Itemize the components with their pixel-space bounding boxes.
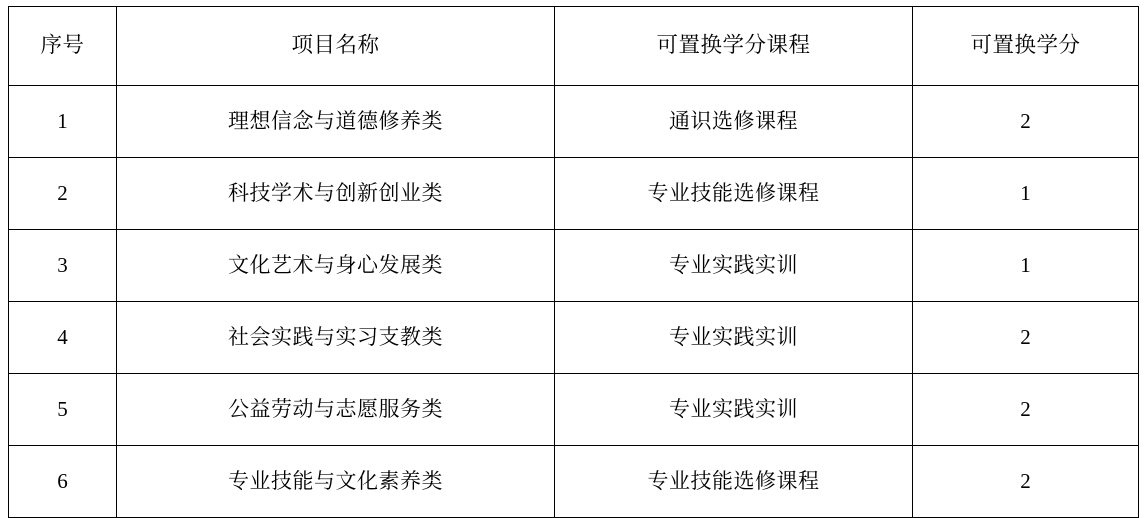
cell-credit: 2: [913, 86, 1139, 158]
table-header-row: [9, 7, 1139, 86]
cell-project-name: 理想信念与道德修养类: [117, 86, 555, 158]
cell-credit: 2: [913, 302, 1139, 374]
column-header-replaceable-credit: 可置换学分: [913, 7, 1139, 86]
column-header-no: 序号: [9, 7, 117, 86]
table-row: [9, 302, 1139, 374]
cell-course: 专业技能选修课程: [555, 158, 913, 230]
column-header-project-name: 项目名称: [117, 7, 555, 86]
cell-no: 6: [9, 446, 117, 518]
column-header-replaceable-course: 可置换学分课程: [555, 7, 913, 86]
cell-no: 4: [9, 302, 117, 374]
cell-course: 专业实践实训: [555, 374, 913, 446]
cell-credit: 2: [913, 446, 1139, 518]
cell-project-name: 公益劳动与志愿服务类: [117, 374, 555, 446]
cell-no: 1: [9, 86, 117, 158]
cell-no: 5: [9, 374, 117, 446]
cell-course: 通识选修课程: [555, 86, 913, 158]
cell-course: 专业技能选修课程: [555, 446, 913, 518]
cell-course: 专业实践实训: [555, 302, 913, 374]
cell-no: 3: [9, 230, 117, 302]
table-row: [9, 86, 1139, 158]
table-row: [9, 158, 1139, 230]
credit-replacement-table: [8, 6, 1139, 518]
cell-project-name: 社会实践与实习支教类: [117, 302, 555, 374]
table-row: [9, 374, 1139, 446]
cell-no: 2: [9, 158, 117, 230]
table-row: [9, 230, 1139, 302]
table-row: [9, 446, 1139, 518]
cell-credit: 2: [913, 374, 1139, 446]
cell-credit: 1: [913, 230, 1139, 302]
cell-course: 专业实践实训: [555, 230, 913, 302]
cell-credit: 1: [913, 158, 1139, 230]
cell-project-name: 科技学术与创新创业类: [117, 158, 555, 230]
cell-project-name: 文化艺术与身心发展类: [117, 230, 555, 302]
cell-project-name: 专业技能与文化素养类: [117, 446, 555, 518]
